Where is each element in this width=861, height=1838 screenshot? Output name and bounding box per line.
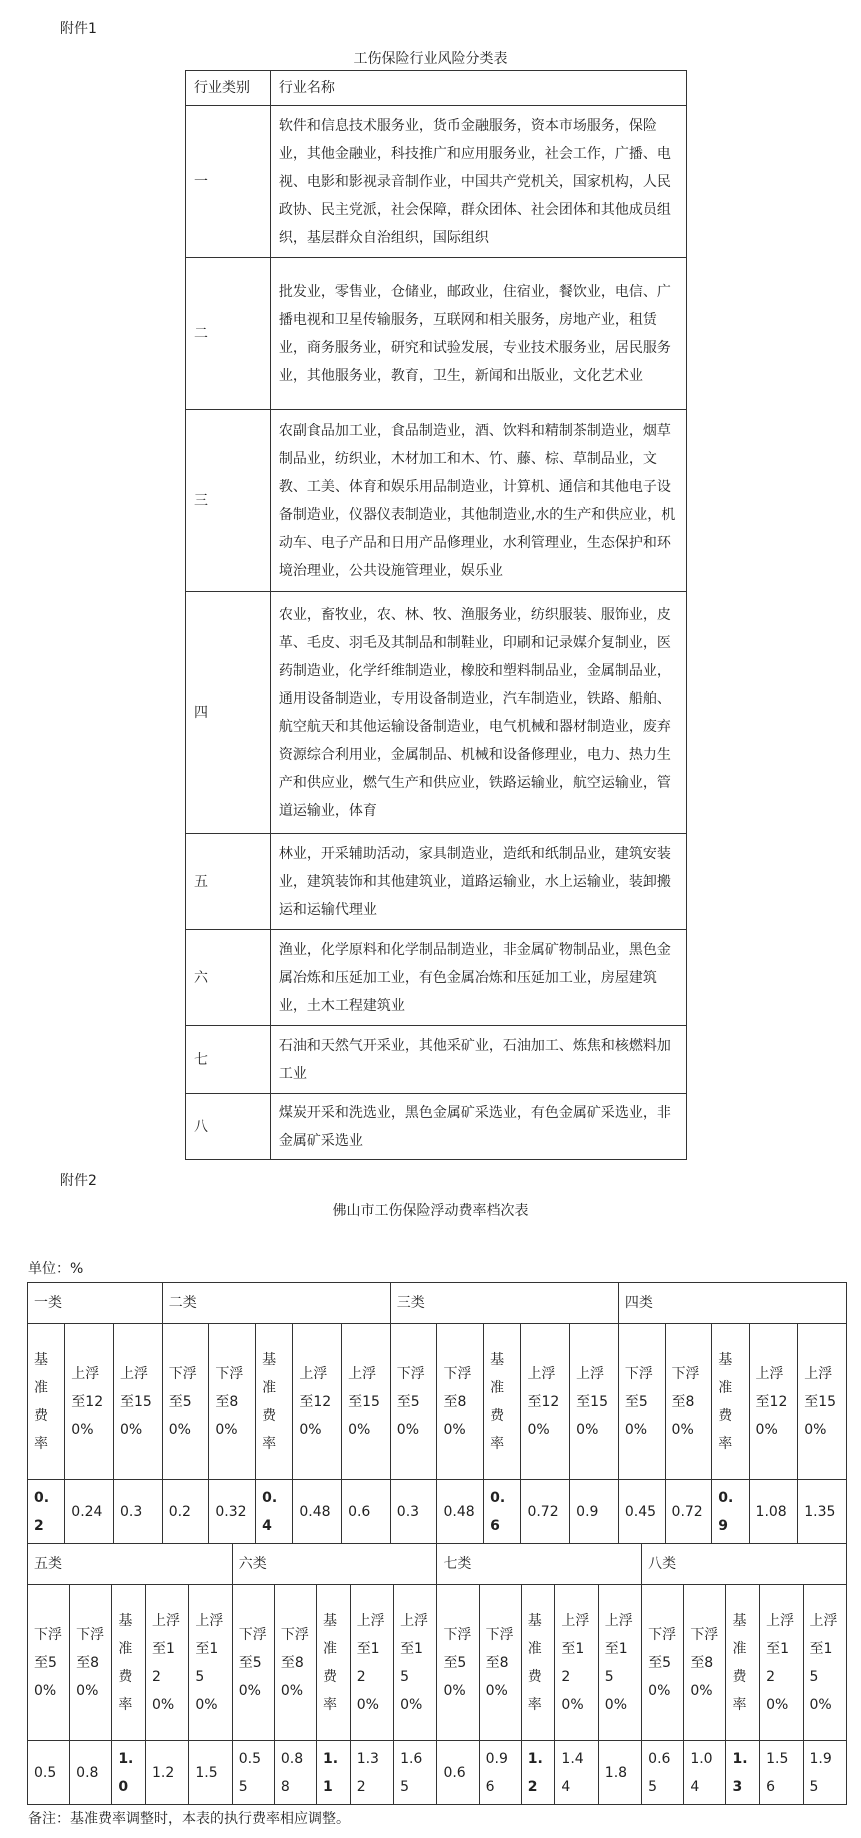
table-row	[186, 106, 687, 258]
rate-value: 0.5	[28, 1741, 70, 1805]
column-header: 上浮至120%	[749, 1324, 798, 1480]
header-industry: 行业名称	[270, 71, 686, 106]
industry-cell: 软件和信息技术服务业，货币金融服务，资本市场服务，保险业，其他金融业，科技推广和应用服务业，社会工作，广播、电视、电影和影视录音制作业，中国共产党机关，国家机构，人民政协、民主党派，社会保障，群众团体、社会团体和其他成员组织，基层群众自治组织，国际组织	[270, 106, 686, 258]
unit-label: 单位：%	[28, 1261, 84, 1277]
table-row	[186, 1026, 687, 1094]
rate-value: 1.95	[803, 1741, 847, 1805]
column-header: 上浮至120%	[65, 1324, 114, 1480]
industry-cell: 林业，开采辅助活动，家具制造业，造纸和纸制品业，建筑安装业，建筑装饰和其他建筑业，道路运输业，水上运输业，装卸搬运和运输代理业	[270, 834, 686, 930]
base-rate-value: 0.6	[484, 1480, 521, 1544]
attachment1-title: 工伤保险行业风险分类表	[353, 51, 508, 67]
industry-cell: 煤炭开采和洗选业，黑色金属矿采选业，有色金属矿采选业，非金属矿采选业	[270, 1094, 686, 1160]
column-header: 基准费率	[112, 1585, 146, 1741]
rate-value: 0.72	[665, 1480, 712, 1544]
rate-value: 0.96	[479, 1741, 521, 1805]
group-header: 二类	[162, 1283, 390, 1324]
rate-value: 0.2	[162, 1480, 209, 1544]
rate-value: 0.72	[521, 1480, 570, 1544]
column-header: 下浮至50%	[390, 1324, 437, 1480]
rate-value: 0.8	[70, 1741, 112, 1805]
rate-value: 1.65	[394, 1741, 437, 1805]
attachment1-label: 附件1	[60, 21, 97, 37]
rate-value: 0.32	[209, 1480, 256, 1544]
group-header: 八类	[642, 1544, 847, 1585]
category-cell: 七	[186, 1026, 271, 1094]
footnote: 备注：基准费率调整时，本表的执行费率相应调整。	[28, 1811, 350, 1827]
base-rate-value: 1.2	[521, 1741, 555, 1805]
rate-value: 1.56	[760, 1741, 803, 1805]
rate-value: 0.55	[232, 1741, 274, 1805]
column-header: 下浮至50%	[618, 1324, 665, 1480]
rate-value: 0.6	[437, 1741, 479, 1805]
column-header: 基准费率	[256, 1324, 293, 1480]
column-header-row	[28, 1324, 847, 1480]
column-header: 基准费率	[726, 1585, 760, 1741]
rate-table-top	[27, 1282, 847, 1544]
rate-value: 1.2	[145, 1741, 188, 1805]
column-header: 下浮至80%	[70, 1585, 112, 1741]
rate-value: 0.9	[570, 1480, 619, 1544]
column-header: 上浮至120%	[555, 1585, 598, 1741]
rate-value: 1.5	[189, 1741, 232, 1805]
column-header: 上浮至150%	[798, 1324, 847, 1480]
column-header: 基准费率	[317, 1585, 351, 1741]
category-cell: 八	[186, 1094, 271, 1160]
table-row	[186, 258, 687, 410]
column-header: 上浮至150%	[114, 1324, 163, 1480]
rate-table-bottom	[27, 1543, 847, 1805]
rate-value: 0.88	[274, 1741, 316, 1805]
category-cell: 三	[186, 410, 271, 592]
base-rate-value: 0.9	[712, 1480, 749, 1544]
column-header: 下浮至80%	[684, 1585, 726, 1741]
table-row	[186, 410, 687, 592]
column-header: 基准费率	[484, 1324, 521, 1480]
column-header: 下浮至50%	[437, 1585, 479, 1741]
column-header: 上浮至120%	[145, 1585, 188, 1741]
industry-cell: 农业，畜牧业，农、林、牧、渔服务业，纺织服装、服饰业，皮革、毛皮、羽毛及其制品和制鞋业，印刷和记录媒介复制业，医药制造业，化学纤维制造业，橡胶和塑料制品业，金属制品业，通用设备制造业，专用设备制造业，汽车制造业，铁路、船舶、航空航天和其他运输设备制造业，电气机械和器材制造业，废弃资源综合利用业，金属制品、机械和设备修理业，电力、热力生产和供应业，燃气生产和供应业，铁路运输业，航空运输业，管道运输业，体育	[270, 592, 686, 834]
table-row	[186, 834, 687, 930]
column-header: 下浮至50%	[642, 1585, 684, 1741]
rate-value: 1.44	[555, 1741, 598, 1805]
category-cell: 六	[186, 930, 271, 1026]
category-cell: 四	[186, 592, 271, 834]
column-header: 基准费率	[28, 1324, 65, 1480]
rate-value: 0.3	[390, 1480, 437, 1544]
column-header: 上浮至120%	[350, 1585, 393, 1741]
column-header: 上浮至150%	[598, 1585, 641, 1741]
rate-value: 0.3	[114, 1480, 163, 1544]
attachment2-title: 佛山市工伤保险浮动费率档次表	[332, 1203, 529, 1219]
column-header: 上浮至120%	[760, 1585, 803, 1741]
header-category: 行业类别	[186, 71, 271, 106]
industry-cell: 批发业，零售业，仓储业，邮政业，住宿业，餐饮业，电信、广播电视和卫星传输服务，互联网和相关服务，房地产业，租赁业，商务服务业，研究和试验发展，专业技术服务业，居民服务业，其他服务业，教育，卫生，新闻和出版业，文化艺术业	[270, 258, 686, 410]
table-row	[186, 930, 687, 1026]
column-header: 上浮至120%	[521, 1324, 570, 1480]
rate-value: 0.24	[65, 1480, 114, 1544]
rate-value: 0.48	[437, 1480, 484, 1544]
column-header: 下浮至50%	[28, 1585, 70, 1741]
column-header: 下浮至50%	[232, 1585, 274, 1741]
table-row	[186, 592, 687, 834]
category-cell: 五	[186, 834, 271, 930]
rate-value: 1.35	[798, 1480, 847, 1544]
group-header: 六类	[232, 1544, 437, 1585]
category-cell: 一	[186, 106, 271, 258]
group-header-row	[28, 1283, 847, 1324]
column-header-row	[28, 1585, 847, 1741]
rate-value: 1.08	[749, 1480, 798, 1544]
attachment2-label: 附件2	[60, 1173, 97, 1189]
column-header: 下浮至80%	[274, 1585, 316, 1741]
base-rate-value: 0.2	[28, 1480, 65, 1544]
table-header-row	[186, 71, 687, 106]
rate-value: 1.8	[598, 1741, 641, 1805]
category-cell: 二	[186, 258, 271, 410]
risk-classification-table	[185, 70, 687, 1160]
column-header: 上浮至150%	[189, 1585, 232, 1741]
rate-value: 0.45	[618, 1480, 665, 1544]
group-header: 一类	[28, 1283, 163, 1324]
column-header: 下浮至80%	[209, 1324, 256, 1480]
column-header: 基准费率	[521, 1585, 555, 1741]
column-header: 下浮至80%	[437, 1324, 484, 1480]
column-header: 上浮至150%	[803, 1585, 847, 1741]
table-row	[186, 1094, 687, 1160]
group-header-row	[28, 1544, 847, 1585]
value-row	[28, 1741, 847, 1805]
rate-value: 0.65	[642, 1741, 684, 1805]
base-rate-value: 1.0	[112, 1741, 146, 1805]
base-rate-value: 1.1	[317, 1741, 351, 1805]
column-header: 下浮至80%	[479, 1585, 521, 1741]
value-row	[28, 1480, 847, 1544]
column-header: 下浮至80%	[665, 1324, 712, 1480]
base-rate-value: 0.4	[256, 1480, 293, 1544]
column-header: 上浮至150%	[394, 1585, 437, 1741]
group-header: 七类	[437, 1544, 642, 1585]
group-header: 四类	[618, 1283, 846, 1324]
rate-value: 1.32	[350, 1741, 393, 1805]
column-header: 上浮至150%	[342, 1324, 391, 1480]
column-header: 上浮至150%	[570, 1324, 619, 1480]
rate-value: 1.04	[684, 1741, 726, 1805]
industry-cell: 渔业，化学原料和化学制品制造业，非金属矿物制品业，黑色金属冶炼和压延加工业，有色金属冶炼和压延加工业，房屋建筑业，土木工程建筑业	[270, 930, 686, 1026]
column-header: 下浮至50%	[162, 1324, 209, 1480]
column-header: 上浮至120%	[293, 1324, 342, 1480]
industry-cell: 农副食品加工业，食品制造业，酒、饮料和精制茶制造业，烟草制品业，纺织业，木材加工和木、竹、藤、棕、草制品业，文教、工美、体育和娱乐用品制造业，计算机、通信和其他电子设备制造业，仪器仪表制造业，其他制造业,水的生产和供应业，机动车、电子产品和日用产品修理业，水利管理业，生态保护和环境治理业，公共设施管理业，娱乐业	[270, 410, 686, 592]
rate-value: 0.48	[293, 1480, 342, 1544]
column-header: 基准费率	[712, 1324, 749, 1480]
industry-cell: 石油和天然气开采业，其他采矿业，石油加工、炼焦和核燃料加工业	[270, 1026, 686, 1094]
group-header: 五类	[28, 1544, 233, 1585]
group-header: 三类	[390, 1283, 618, 1324]
rate-value: 0.6	[342, 1480, 391, 1544]
base-rate-value: 1.3	[726, 1741, 760, 1805]
